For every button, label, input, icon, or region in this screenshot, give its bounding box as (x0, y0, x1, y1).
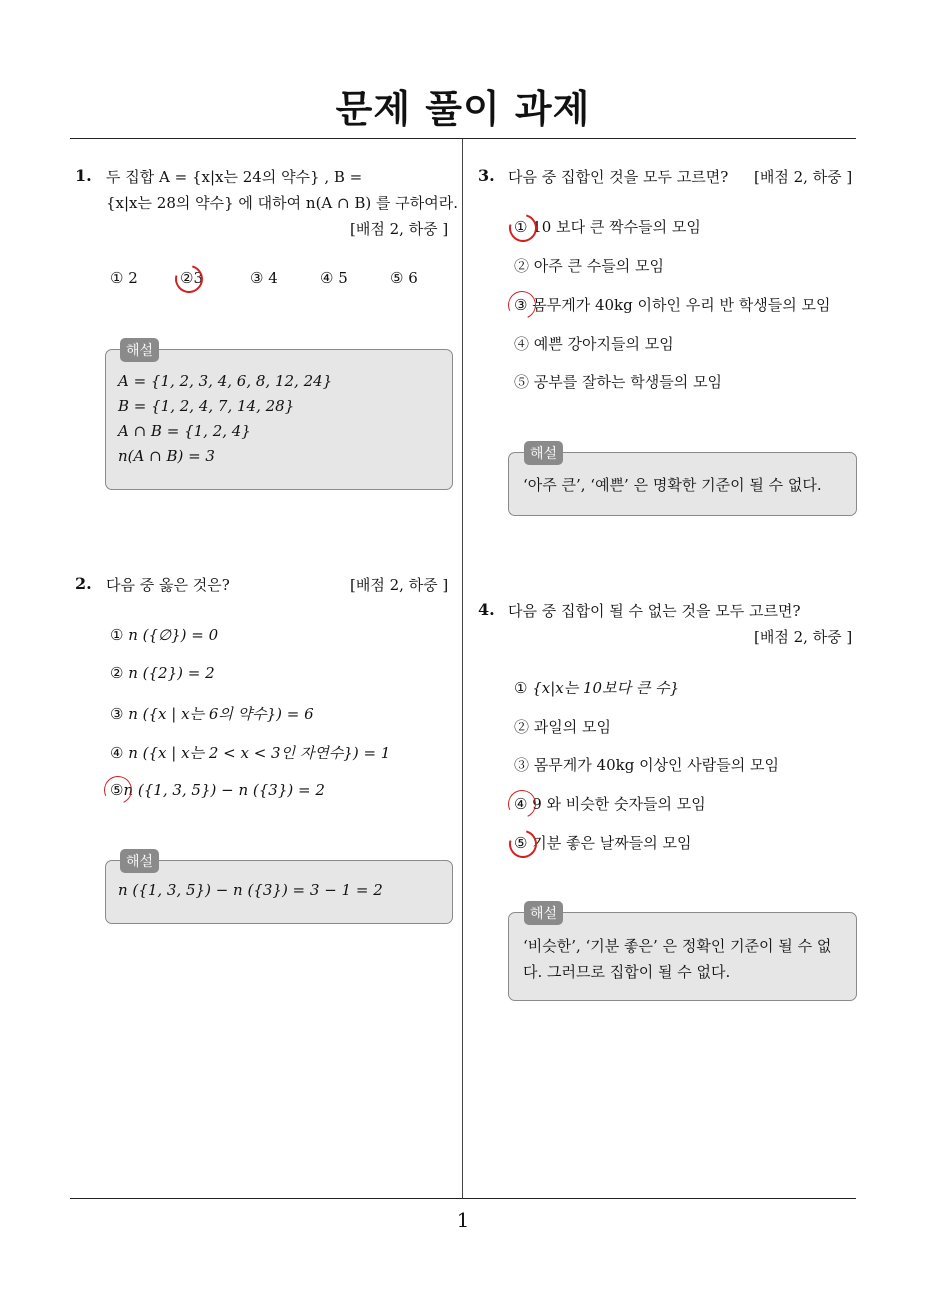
answer-mark-icon: ① (514, 218, 527, 236)
question-text-line-1: 두 집합 A = {x|x는 24의 약수} , B = (106, 168, 363, 186)
explanation-tag: 해설 (524, 901, 563, 925)
explanation-line: A = {1, 2, 3, 4, 6, 8, 12, 24} (118, 372, 333, 390)
explanation-line: ‘비슷한’, ‘기분 좋은’ 은 정확인 기준이 될 수 없 (523, 937, 832, 955)
choice-2[interactable]: ② n ({2}) = 2 (110, 664, 215, 682)
choice-2[interactable]: ② 3 (180, 269, 203, 287)
choice-2[interactable]: ② 아주 큰 수들의 모임 (514, 257, 665, 275)
explanation-line: 다. 그러므로 집합이 될 수 없다. (523, 963, 731, 981)
choice-5[interactable]: ⑤ 6 (390, 269, 418, 287)
explanation-tag: 해설 (524, 441, 563, 465)
choice-5[interactable]: ⑤ 기분 좋은 날짜들의 모임 (514, 832, 691, 853)
explanation-tag: 해설 (120, 338, 159, 362)
question-meta: [배점 2, 하중 ] (754, 168, 853, 186)
explanation-line: B = {1, 2, 4, 7, 14, 28} (118, 397, 295, 415)
question-meta: [배점 2, 하중 ] (754, 628, 853, 646)
choice-2[interactable]: ② 과일의 모임 (514, 718, 612, 736)
choice-1[interactable]: ① {x|x는 10보다 큰 수} (514, 679, 680, 697)
answer-mark-icon: ② (180, 269, 193, 287)
answer-mark-icon: ④ (514, 795, 527, 813)
choice-4[interactable]: ④ 예쁜 강아지들의 모임 (514, 335, 674, 353)
question-text: 다음 중 집합인 것을 모두 고르면? (508, 168, 729, 186)
choice-4[interactable]: ④ 9 와 비슷한 숫자들의 모임 (514, 793, 706, 814)
choice-3[interactable]: ③ 몸무게가 40kg 이상인 사람들의 모임 (514, 756, 780, 774)
choice-1[interactable]: ① 10 보다 큰 짝수들의 모임 (514, 216, 701, 237)
explanation-line: A ∩ B = {1, 2, 4} (118, 422, 251, 440)
top-rule (70, 138, 856, 139)
explanation-line: n ({1, 3, 5}) − n ({3}) = 3 − 1 = 2 (118, 881, 383, 899)
choice-3[interactable]: ③ 몸무게가 40kg 이하인 우리 반 학생들의 모임 (514, 294, 830, 315)
choice-1[interactable]: ① n ({∅}) = 0 (110, 626, 219, 644)
question-number: 4. (478, 600, 495, 619)
answer-mark-icon: ③ (514, 296, 527, 314)
choice-3[interactable]: ③ 4 (250, 269, 278, 287)
explanation-tag: 해설 (120, 849, 159, 873)
choice-5[interactable]: ⑤ 공부를 잘하는 학생들의 모임 (514, 373, 722, 391)
page-number: 1 (456, 1208, 470, 1232)
question-number: 3. (478, 166, 495, 185)
question-meta: [배점 2, 하중 ] (350, 220, 449, 238)
question-meta: [배점 2, 하중 ] (350, 576, 449, 594)
question-number: 1. (75, 166, 92, 185)
choice-3[interactable]: ③ n ({x | x는 6의 약수}) = 6 (110, 705, 314, 723)
bottom-rule (70, 1198, 856, 1199)
choice-5[interactable]: ⑤ n ({1, 3, 5}) − n ({3}) = 2 (110, 781, 325, 799)
question-number: 2. (75, 574, 92, 593)
choice-1[interactable]: ① 2 (110, 269, 138, 287)
explanation-line: ‘아주 큰’, ‘예쁜’ 은 명확한 기준이 될 수 없다. (523, 476, 822, 494)
explanation-line: n(A ∩ B) = 3 (118, 447, 215, 465)
question-text: 다음 중 집합이 될 수 없는 것을 모두 고르면? (508, 602, 801, 620)
explanation-box (105, 349, 453, 490)
column-divider (462, 139, 463, 1199)
answer-mark-icon: ⑤ (110, 781, 123, 799)
choice-4[interactable]: ④ 5 (320, 269, 348, 287)
question-text-line-2: {x|x는 28의 약수} 에 대하여 n(A ∩ B) 를 구하여라. (106, 194, 458, 212)
question-text: 다음 중 옳은 것은? (106, 576, 230, 594)
page-title: 문제 풀이 과제 (335, 87, 591, 131)
choice-4[interactable]: ④ n ({x | x는 2 < x < 3인 자연수}) = 1 (110, 744, 391, 762)
answer-mark-icon: ⑤ (514, 834, 527, 852)
explanation-box (508, 912, 857, 1001)
